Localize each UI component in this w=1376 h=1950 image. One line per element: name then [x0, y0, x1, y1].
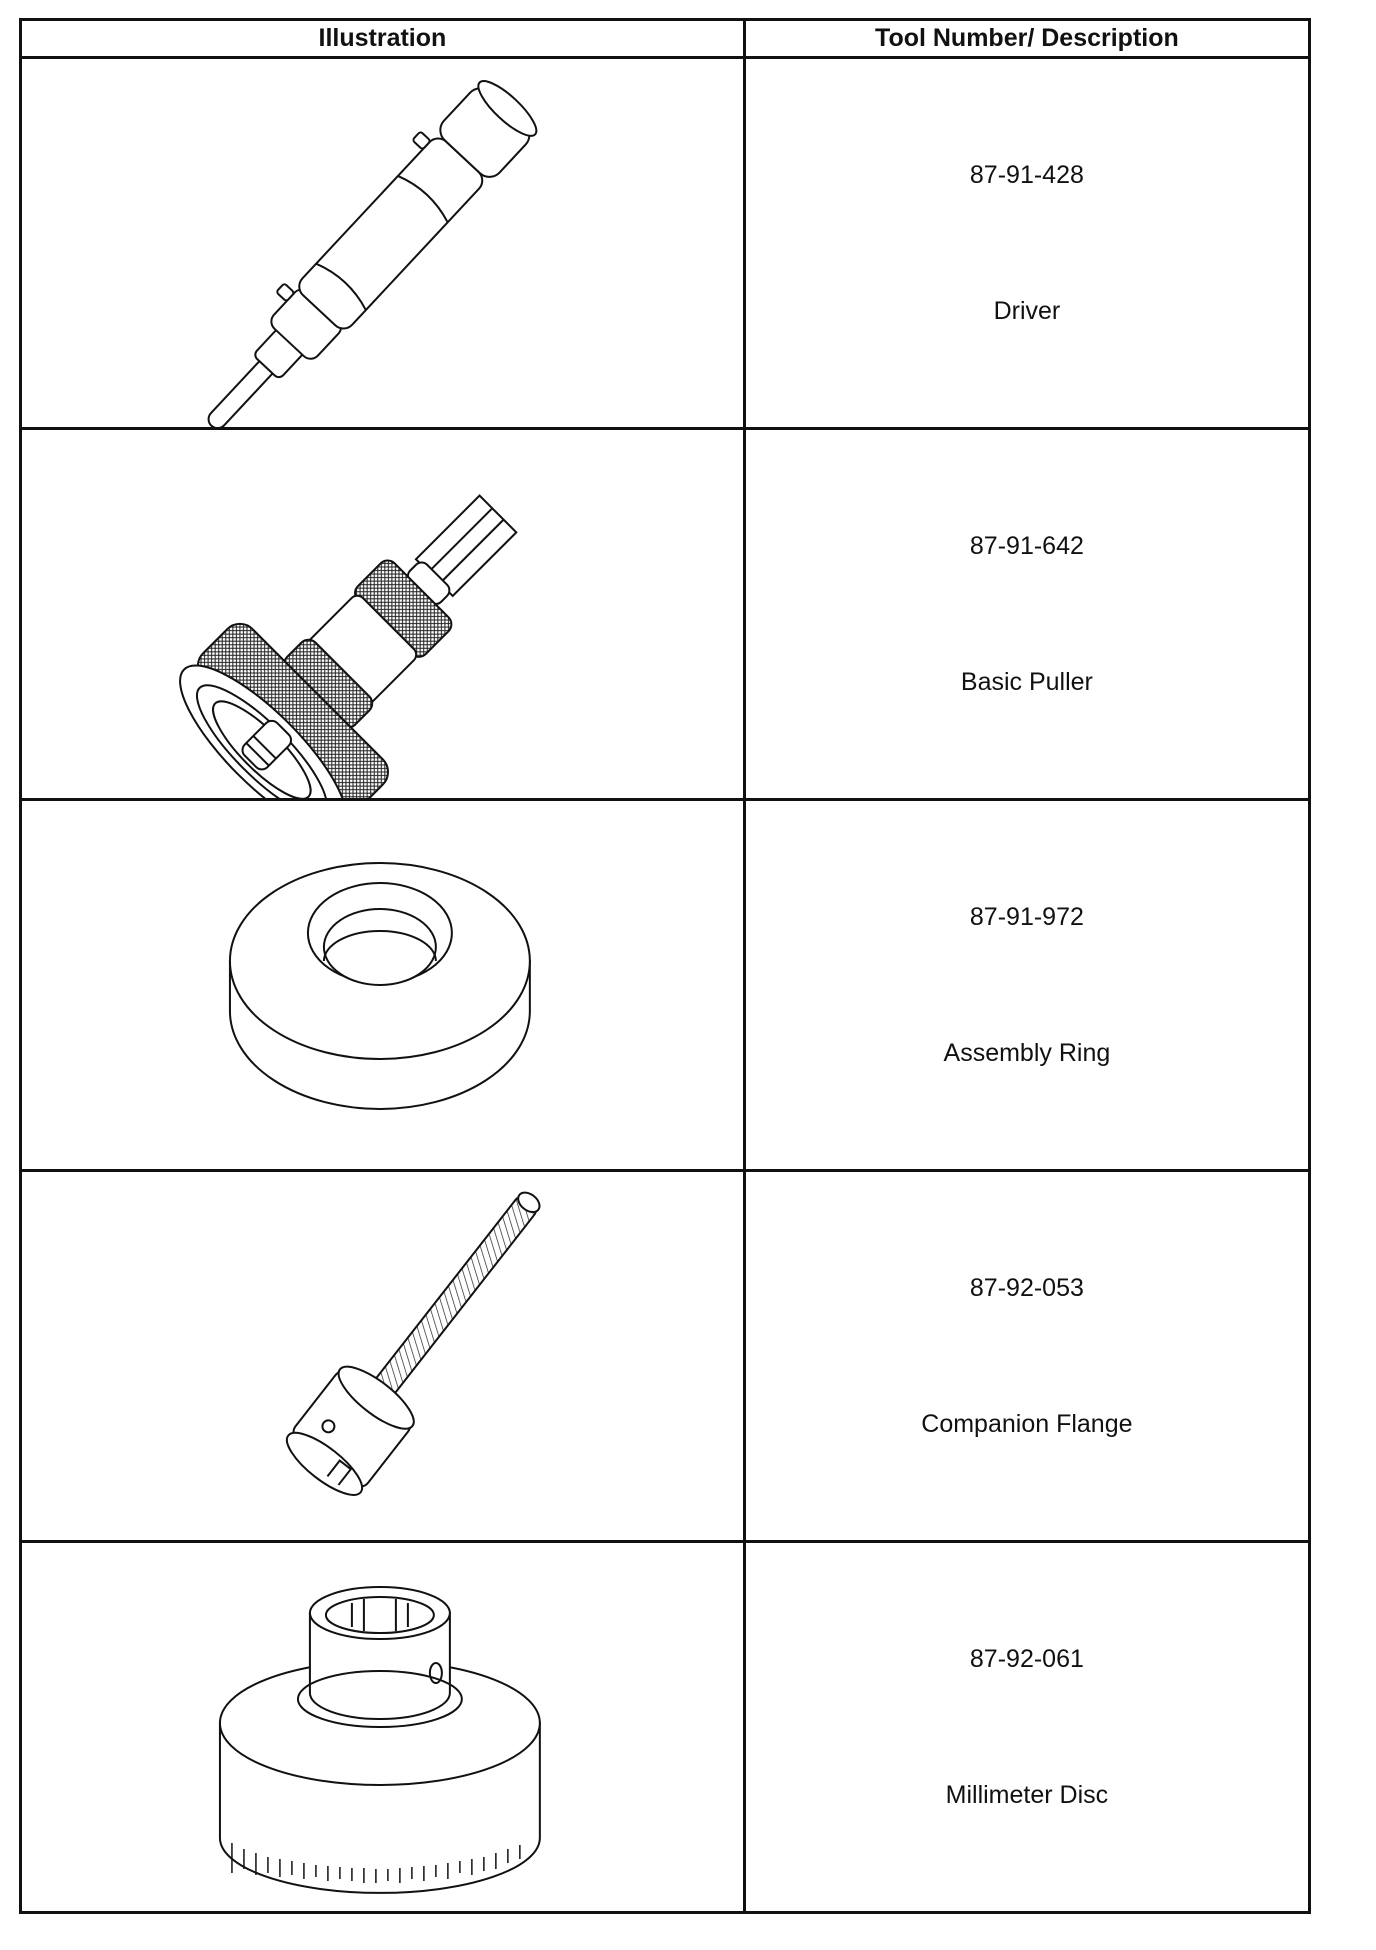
tool-description-cell [744, 429, 1309, 800]
tool-description: Assembly Ring [943, 1039, 1111, 1067]
tool-description-cell [744, 800, 1309, 1171]
tool-description-cell [744, 1171, 1309, 1542]
tool-description-cell [744, 58, 1309, 429]
table-row [21, 58, 1310, 429]
header-tool-number-description: Tool Number/ Description [744, 20, 1309, 58]
tool-number: 87-92-061 [969, 1645, 1084, 1673]
millimeter-disc-tool-icon [22, 1543, 743, 1911]
table-row [21, 1542, 1310, 1913]
special-tools-table [19, 18, 1311, 1914]
tool-description: Basic Puller [960, 668, 1093, 696]
tool-description: Driver [993, 297, 1061, 325]
tool-number: 87-91-642 [969, 532, 1084, 560]
table-header-row [21, 20, 1310, 58]
assembly-ring-tool-icon [22, 801, 743, 1169]
tool-description: Companion Flange [921, 1410, 1133, 1438]
driver-tool-icon [22, 59, 743, 427]
tool-number: 87-91-972 [969, 903, 1084, 931]
illustration-cell [21, 1171, 745, 1542]
header-illustration: Illustration [21, 20, 745, 58]
tool-number: 87-91-428 [969, 161, 1084, 189]
illustration-cell [21, 800, 745, 1171]
tool-description-cell [744, 1542, 1309, 1913]
basic-puller-tool-icon [22, 430, 743, 798]
illustration-cell [21, 1542, 745, 1913]
illustration-cell [21, 429, 745, 800]
table-row [21, 800, 1310, 1171]
illustration-cell [21, 58, 745, 429]
tool-description: Millimeter Disc [945, 1781, 1109, 1809]
tool-number: 87-92-053 [969, 1274, 1084, 1302]
table-row [21, 429, 1310, 800]
companion-flange-tool-icon [22, 1172, 743, 1540]
table-row [21, 1171, 1310, 1542]
